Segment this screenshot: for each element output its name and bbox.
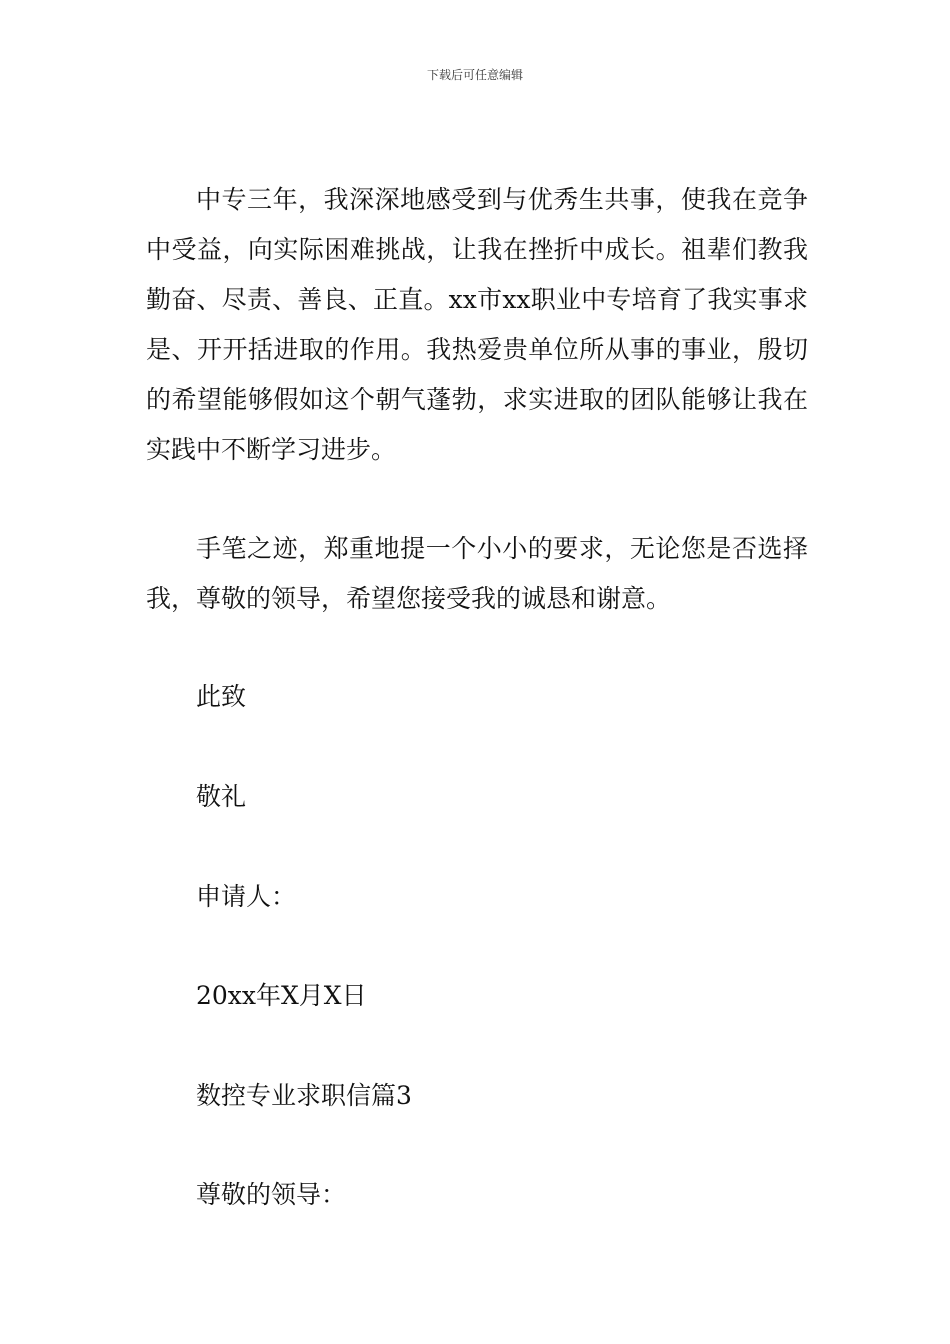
- salutation-line: 尊敬的领导：: [196, 1180, 347, 1209]
- paragraph-2: 手笔之迹，郑重地提一个小小的要求，无论您是否选择我，尊敬的领导，希望您接受我的诚恳和谢意。: [146, 534, 808, 613]
- date-line: 20xx年X月X日: [196, 981, 367, 1010]
- closing-line-2: 敬礼: [196, 782, 247, 811]
- next-letter-title: 数控专业求职信篇3: [196, 1081, 412, 1110]
- paragraph-1: 中专三年，我深深地感受到与优秀生共事，使我在竞争中受益，向实际困难挑战，让我在挫折中成长。祖辈们教我勤奋、尽责、善良、正直。xx市xx职业中专培育了我实事求是、开开括进取的作用。我热爱贵单位所从事的事业，殷切的希望能够假如这个朝气蓬勃，求实进取的团队能够让我在实践中不断学习进步。: [146, 185, 808, 464]
- closing-line-1: 此致: [196, 682, 247, 711]
- header-note: 下载后可任意编辑: [426, 68, 523, 82]
- applicant-line: 申请人：: [196, 882, 297, 911]
